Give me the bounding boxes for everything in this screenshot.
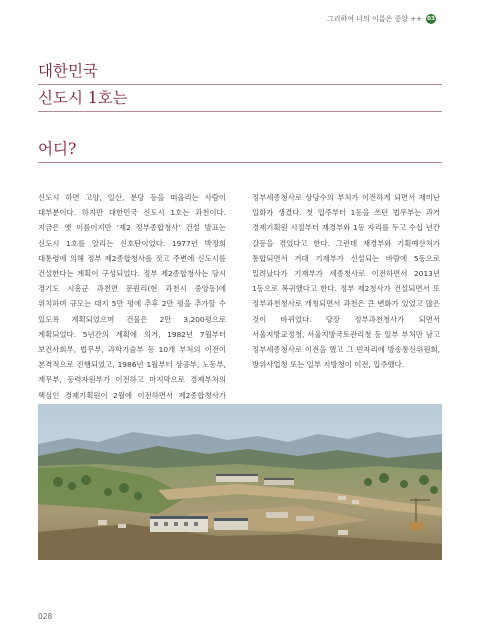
construction-site-photo: [38, 404, 442, 560]
construction-site-illustration: [38, 404, 442, 560]
title-question: 어디?: [38, 136, 442, 163]
page-number: 028: [38, 612, 53, 621]
running-title: 그리하여 너의 이름은 중앙 ++: [326, 15, 422, 23]
body-column-left: 신도시 하면 고양, 일산, 분당 등을 떠올리는 사람이 대부분이다. 하지만 대한민국 신도시 1호는 과천이다. 지금은 옛 이름이지만 ‘제2 정부종합청사’ 건설 발표는 신도시 1호를 알리는 신호탄이었다. 1977년 박정희 대통령에 의해 정부 제2종합청사를 짓고 주변에 신도시를 건설한다는 계획이 구성되었다. 정부 제2종합청사는 당시 경기도 시흥군 과천면 문원리(현 과천시 중앙동)에 위치하며 규모는 대지 5만 평에 추후 2만 평을 추가할 수 있도록 계획되었으며 건물은 2만 3,200평으로 계획되었다. 5년간의 계획에 의거, 1982년 7월부터 보건사회부, 법무부, 과학기술부 등 10개 부처의 이전이 본격적으로 진행되었고, 1986년 1월부터 상공부, 노동부, 재무부, 동력자원부가 이전하고 마지막으로 경제부처의 핵심인 경제기획원이 2월에 이전하면서 제2종합청사가: [38, 193, 226, 400]
body-column-right: 정부세종청사로 상당수의 부처가 이전하게 되면서 재미난 일화가 생겼다. 첫 입주부터 1동을 쓰던 법무부는 과거 경제기획원 시절부터 재경부와 1동 자리를 두고 수십 년간 갈등을 겪었다고 한다. 그런데 재경부와 기획예산처가 통합되면서 거대 기재부가 신설되는 바람에 5동으로 밀려났다가 기재부가 세종청사로 이전하면서 2013년 1동으로 복귀했다고 한다. 정부 제2청사가 건설되면서 또 정부과천청사로 개칭되면서 과천은 큰 변화가 있었고 많은 것이 바뀌었다. 당장 정부과천청사가 되면서 서울지방교정청, 서울지방국토관리청 등 일부 부처만 남고 정부세종청사로 이전을 했고 그 빈자리에 방송통신위원회, 방위사업청 또는 일부 지방청이 이전, 입주했다.: [252, 193, 440, 370]
title-line-2: 신도시 1호는: [38, 85, 442, 112]
article-title: [38, 58, 442, 112]
title-line-1: 대한민국: [38, 58, 442, 85]
chapter-number-badge: 03: [427, 16, 435, 22]
running-header: [327, 14, 436, 24]
